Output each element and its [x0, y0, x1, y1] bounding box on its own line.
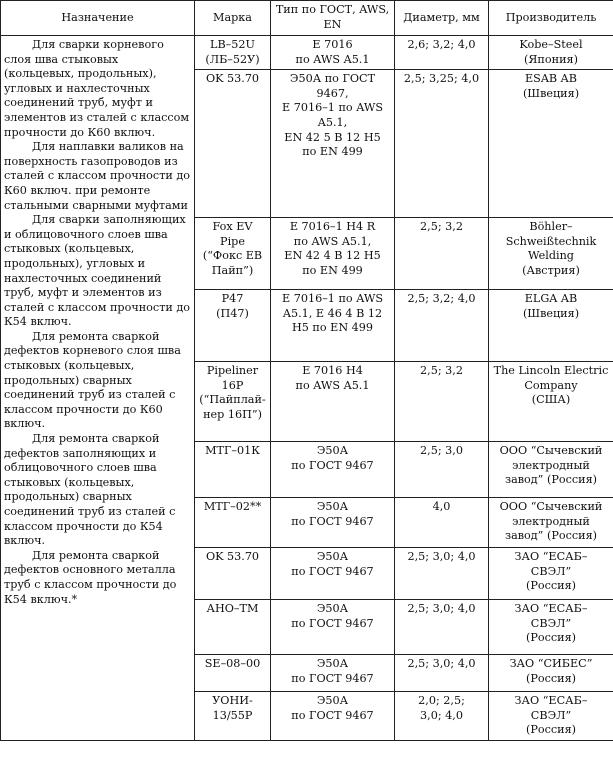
type-line: по AWS A5.1,	[293, 234, 372, 248]
brand-cell	[195, 362, 271, 442]
purpose-paragraph: Для ремонта сваркой дефектов основного металла труб с классом прочности до К54 включ.*	[4, 548, 177, 606]
diameter-cell	[395, 36, 489, 70]
maker-line: (Россия)	[525, 631, 577, 645]
diameter-cell	[395, 600, 489, 655]
type-cell	[271, 36, 395, 70]
brand-cell	[195, 290, 271, 362]
type-cell	[271, 498, 395, 548]
brand-line: (ЛБ–52У)	[205, 52, 260, 66]
maker-line: (США)	[531, 393, 571, 407]
brand-line: Fox EV	[212, 220, 253, 234]
diameter-cell	[395, 442, 489, 498]
type-cell	[271, 692, 395, 741]
type-line: E 7016 H4	[302, 364, 363, 378]
maker-line: (Австрия)	[522, 263, 580, 277]
header-type: Тип по ГОСТ, AWS, EN	[271, 1, 395, 36]
type-cell	[271, 218, 395, 290]
type-line: Э50А по ГОСТ	[289, 72, 376, 86]
maker-line: (Россия)	[525, 579, 577, 593]
header-brand: Марка	[195, 1, 271, 36]
maker-line: ЗАО “ЕСАБ–	[514, 550, 588, 564]
brand-line: SE–08–00	[204, 657, 261, 671]
type-line: по AWS A5.1	[295, 52, 370, 66]
type-line: Э50А	[316, 602, 349, 616]
maker-cell	[489, 548, 613, 600]
maker-line: ЗАО “СИБЕС”	[509, 657, 593, 671]
diameter-line: 2,5; 3,25; 4,0	[403, 72, 480, 86]
maker-line: Böhler–	[529, 220, 573, 234]
type-line: по ГОСТ 9467	[291, 514, 374, 528]
maker-line: СВЭЛ”	[530, 708, 572, 722]
header-row	[1, 1, 613, 36]
type-line: E 7016	[312, 38, 353, 51]
brand-cell	[195, 692, 271, 741]
table-body	[1, 36, 613, 741]
maker-line: The Lincoln Electric	[493, 364, 609, 378]
maker-cell	[489, 70, 613, 218]
maker-line: (Швеция)	[522, 86, 580, 100]
maker-line: Company	[524, 378, 578, 392]
diameter-cell	[395, 548, 489, 600]
diameter-line: 2,5; 3,0; 4,0	[407, 657, 476, 671]
type-line: 9467,	[316, 86, 349, 100]
brand-line: Pipe	[220, 234, 245, 248]
purpose-paragraph: Для ремонта сваркой дефектов заполняющих и облицовочного слоев шва стыковых (кольцевых, продольных) сварных соединений труб из сталей с классом прочности до К54 включ.	[4, 432, 176, 548]
brand-line: УОНИ-	[212, 694, 253, 708]
brand-cell	[195, 442, 271, 498]
brand-line: МТГ–01К	[205, 444, 260, 458]
purpose-paragraph: Для наплавки валиков на поверхность газопроводов из сталей с классом прочности до К60 включ. при ремонте стальными сварными муфтами	[4, 140, 191, 212]
maker-line: завод” (Россия)	[504, 529, 597, 543]
maker-line: (Россия)	[525, 723, 577, 737]
brand-line: OK 53.70	[205, 72, 260, 86]
brand-line: Пайп”)	[211, 263, 254, 277]
purpose-paragraph: Для ремонта сваркой дефектов корневого слоя шва стыковых (кольцевых, продольных) сварных соединений труб из сталей с классом прочности до К60 включ.	[4, 329, 181, 431]
maker-cell	[489, 218, 613, 290]
maker-cell	[489, 362, 613, 442]
type-line: по AWS A5.1	[295, 378, 370, 392]
header-diameter: Диаметр, мм	[395, 1, 489, 36]
brand-line: (П47)	[216, 306, 249, 320]
brand-cell	[195, 70, 271, 218]
maker-line: завод” (Россия)	[504, 473, 597, 487]
maker-line: ESAB AB	[525, 72, 577, 86]
header-purpose: Назначение	[1, 1, 195, 36]
type-line: Э50А	[316, 550, 349, 564]
type-line: Э50А	[316, 694, 349, 708]
type-cell	[271, 548, 395, 600]
maker-line: (Россия)	[525, 671, 577, 685]
maker-line: (Швеция)	[522, 306, 580, 320]
brand-cell	[195, 655, 271, 692]
type-cell	[271, 655, 395, 692]
purpose-paragraph: Для сварки заполняющих и облицовочного слоев шва стыковых (кольцевых, продольных), угловых и нахлесточных соединений труб, муфт и элементов из сталей с классом прочности до К54 включ.	[4, 213, 191, 329]
diameter-line: 2,5; 3,0; 4,0	[407, 550, 476, 564]
maker-cell	[489, 655, 613, 692]
type-line: по ГОСТ 9467	[291, 708, 374, 722]
maker-cell	[489, 600, 613, 655]
type-cell	[271, 290, 395, 362]
maker-line: электродный	[512, 458, 590, 472]
purpose-cell	[1, 36, 195, 741]
type-line: по ГОСТ 9467	[291, 671, 374, 685]
maker-cell	[489, 36, 613, 70]
maker-line: Welding	[528, 249, 574, 263]
brand-cell	[195, 218, 271, 290]
diameter-line: 2,5; 3,2	[420, 364, 463, 378]
diameter-line: 2,5; 3,2; 4,0	[407, 292, 476, 306]
type-cell	[271, 442, 395, 498]
type-line: по ГОСТ 9467	[291, 458, 374, 472]
brand-line: АНО–ТМ	[206, 602, 259, 616]
brand-line: LB–52U	[210, 38, 255, 51]
diameter-line: 2,0; 2,5;	[418, 694, 465, 708]
table-row	[1, 36, 613, 70]
brand-line: OK 53.70	[205, 550, 260, 564]
brand-cell	[195, 498, 271, 548]
diameter-cell	[395, 655, 489, 692]
diameter-cell	[395, 70, 489, 218]
brand-line: МТГ–02**	[203, 500, 262, 514]
type-line: по EN 499	[302, 145, 363, 159]
maker-line: ЗАО “ЕСАБ–	[514, 694, 588, 708]
diameter-line: 2,6; 3,2; 4,0	[407, 38, 476, 51]
diameter-cell	[395, 692, 489, 741]
diameter-cell	[395, 362, 489, 442]
maker-line: СВЭЛ”	[530, 616, 572, 630]
maker-line: Kobe–Steel	[519, 38, 583, 51]
maker-line: СВЭЛ”	[530, 564, 572, 578]
maker-cell	[489, 442, 613, 498]
type-line: E 7016–1 H4 R	[289, 220, 376, 234]
maker-cell	[489, 290, 613, 362]
maker-line: (Япония)	[524, 52, 578, 66]
type-line: H5 по EN 499	[291, 321, 374, 335]
diameter-line: 2,5; 3,2	[420, 220, 463, 234]
diameter-line: 2,5; 3,0	[420, 444, 463, 458]
header-maker: Производитель	[489, 1, 613, 36]
diameter-line: 3,0; 4,0	[420, 708, 463, 722]
brand-line: 13/55Р	[212, 708, 253, 722]
brand-line: P47	[221, 292, 244, 306]
maker-line: ООО “Сычевский	[499, 444, 603, 458]
type-line: E 7016–1 по AWS	[282, 292, 383, 306]
maker-line: ELGA AB	[524, 292, 578, 306]
type-line: A5.1,	[317, 115, 348, 129]
type-line: Э50А	[316, 657, 349, 671]
brand-line: нер 16П”)	[203, 407, 262, 421]
diameter-cell	[395, 498, 489, 548]
maker-line: ЗАО “ЕСАБ–	[514, 602, 588, 616]
diameter-line: 4,0	[432, 500, 451, 514]
brand-cell	[195, 36, 271, 70]
type-line: Э50А	[316, 500, 349, 514]
type-line: A5.1, E 46 4 B 12	[282, 306, 383, 320]
type-line: E 7016–1 по AWS	[282, 101, 383, 115]
brand-line: 16P	[221, 378, 244, 392]
type-line: EN 42 5 B 12 H5	[284, 130, 381, 144]
maker-cell	[489, 498, 613, 548]
type-line: по ГОСТ 9467	[291, 564, 374, 578]
type-cell	[271, 600, 395, 655]
purpose-paragraph: Для сварки корневого слоя шва стыковых (кольцевых, продольных), угловых и нахлесточных соединений труб, муфт и элементов из сталей с классом прочности до К60 включ.	[4, 38, 190, 139]
brand-line: Pipeliner	[206, 364, 259, 378]
type-cell	[271, 70, 395, 218]
maker-line: электродный	[512, 514, 590, 528]
type-line: Э50А	[316, 444, 349, 458]
diameter-cell	[395, 290, 489, 362]
type-line: по ГОСТ 9467	[291, 616, 374, 630]
maker-line: ООО “Сычевский	[499, 500, 603, 514]
brand-line: (“Фокс ЕВ	[202, 249, 263, 263]
type-line: EN 42 4 B 12 H5	[284, 249, 381, 263]
maker-cell	[489, 692, 613, 741]
diameter-cell	[395, 218, 489, 290]
type-cell	[271, 362, 395, 442]
brand-cell	[195, 600, 271, 655]
brand-cell	[195, 548, 271, 600]
brand-line: (“Пайплай-	[199, 393, 266, 407]
diameter-line: 2,5; 3,0; 4,0	[407, 602, 476, 616]
maker-line: Schweißtechnik	[505, 234, 597, 248]
type-line: по EN 499	[302, 263, 363, 277]
